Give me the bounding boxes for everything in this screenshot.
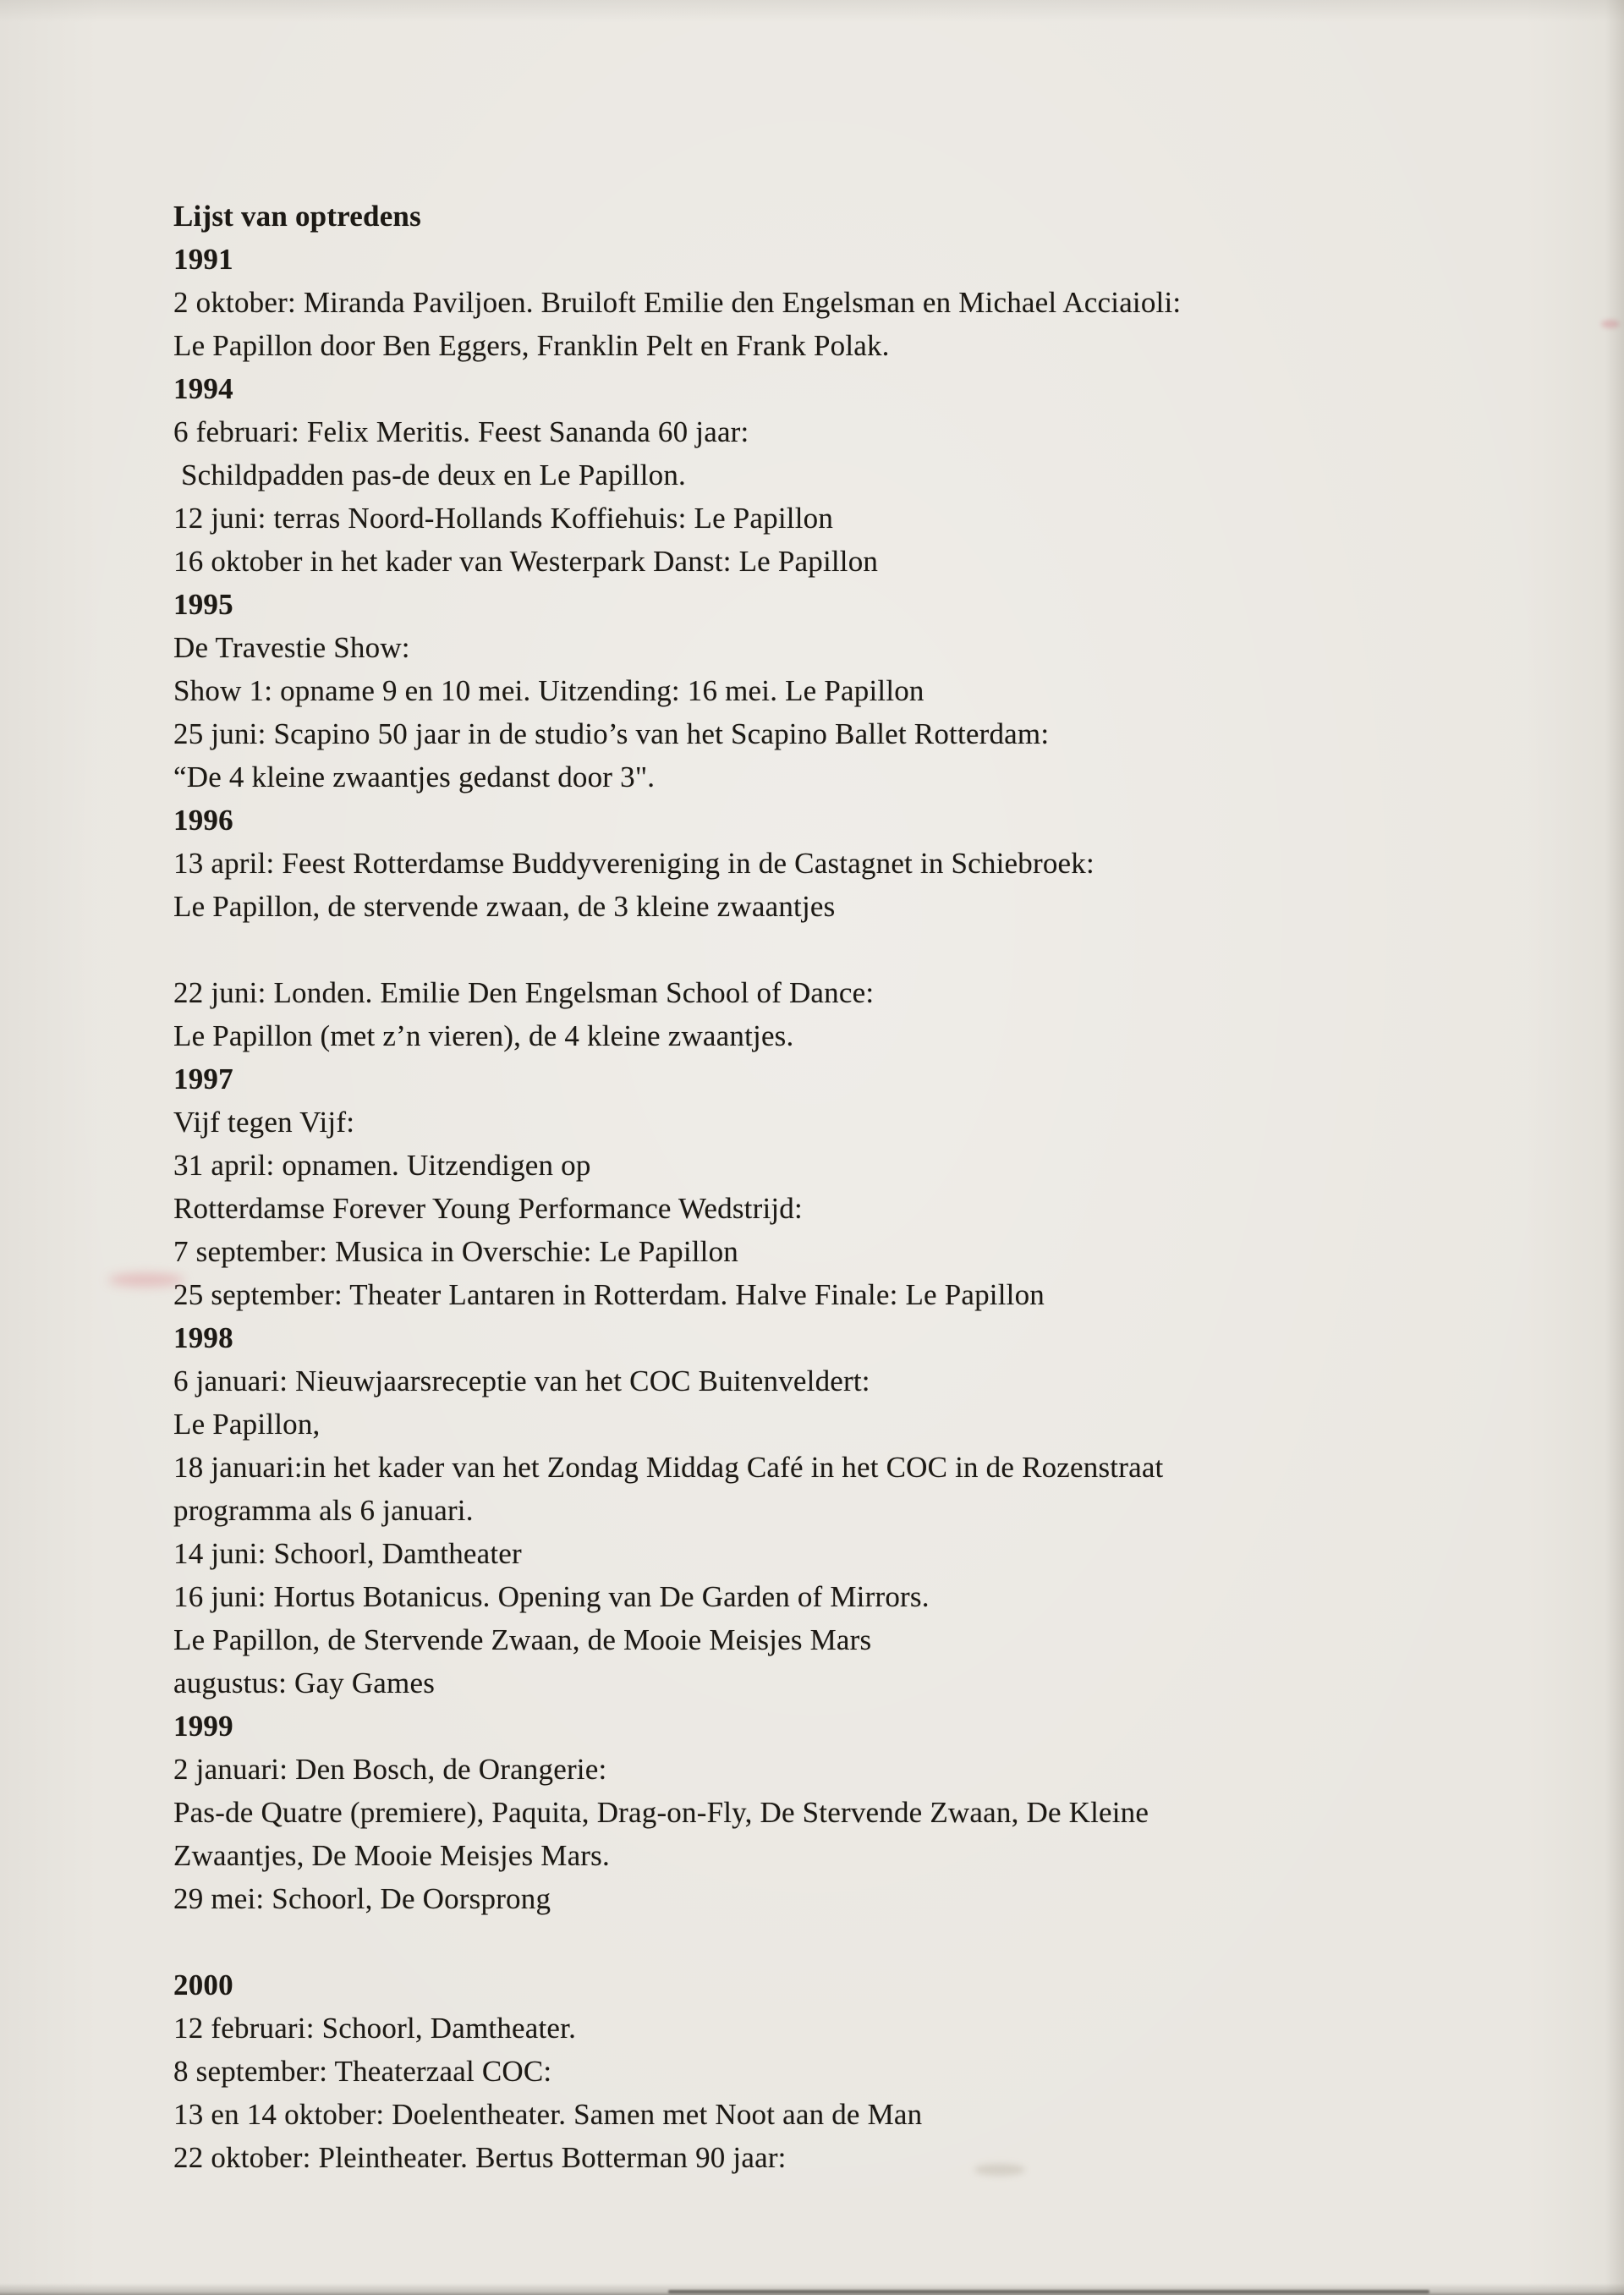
entry-line: Le Papillon, de stervende zwaan, de 3 kleine zwaantjes (173, 890, 836, 923)
document-title: Lijst van optredens (173, 200, 421, 233)
year-heading: 1995 (173, 588, 233, 621)
blank-line (173, 928, 1480, 971)
entry-line: augustus: Gay Games (173, 1666, 436, 1699)
entry-line: Rotterdamse Forever Young Performance Wedstrijd: (173, 1192, 803, 1225)
year-heading: 1994 (173, 372, 233, 405)
scan-edge-shadow-bottom (0, 2283, 1624, 2295)
entry-line: programma als 6 januari. (173, 1494, 474, 1527)
entry-line: Le Papillon (met z’n vieren), de 4 kleine zwaantjes. (173, 1019, 794, 1052)
scan-edge-shadow-top (0, 0, 1624, 22)
entry-line: 2 januari: Den Bosch, de Orangerie: (173, 1753, 607, 1786)
entry-line: 29 mei: Schoorl, De Oorsprong (173, 1882, 551, 1915)
year-heading: 1991 (173, 243, 233, 276)
year-heading: 1998 (173, 1321, 233, 1354)
entry-line: Le Papillon door Ben Eggers, Franklin Pelt en Frank Polak. (173, 329, 890, 362)
entry-line: 12 februari: Schoorl, Damtheater. (173, 2012, 577, 2045)
scan-edge-shadow-right (1605, 0, 1624, 2295)
scan-edge-streak (668, 2290, 1429, 2293)
year-heading: 2000 (173, 1968, 233, 2001)
document-body (173, 195, 1480, 2179)
entry-line: 12 juni: terras Noord-Hollands Koffiehuis: Le Papillon (173, 502, 834, 535)
entry-line: Le Papillon, de Stervende Zwaan, de Mooie Meisjes Mars (173, 1623, 872, 1656)
entry-line: “De 4 kleine zwaantjes gedanst door 3". (173, 760, 656, 793)
year-heading: 1996 (173, 804, 233, 837)
blank-line (173, 1920, 1480, 1963)
entry-line: De Travestie Show: (173, 631, 410, 664)
entry-line: 31 april: opnamen. Uitzendigen op (173, 1149, 591, 1182)
performance-list (173, 238, 1480, 2179)
entry-line: Schildpadden pas-de deux en Le Papillon. (173, 458, 686, 491)
entry-line: 18 januari:in het kader van het Zondag Middag Café in het COC in de Rozenstraat (173, 1451, 1164, 1484)
entry-line: 8 september: Theaterzaal COC: (173, 2055, 552, 2088)
entry-line: Pas-de Quatre (premiere), Paquita, Drag-on-Fly, De Stervende Zwaan, De Kleine (173, 1796, 1149, 1829)
entry-line: 13 en 14 oktober: Doelentheater. Samen met Noot aan de Man (173, 2098, 923, 2131)
entry-line: Vijf tegen Vijf: (173, 1106, 355, 1139)
year-heading: 1999 (173, 1710, 233, 1743)
scan-artifact-pink-mark (1601, 320, 1620, 328)
entry-line: 6 januari: Nieuwjaarsreceptie van het COC Buitenveldert: (173, 1364, 870, 1397)
entry-line: Show 1: opname 9 en 10 mei. Uitzending: 16 mei. Le Papillon (173, 674, 924, 707)
entry-line: 13 april: Feest Rotterdamse Buddyvereniging in de Castagnet in Schiebroek: (173, 847, 1095, 880)
entry-line: Zwaantjes, De Mooie Meisjes Mars. (173, 1839, 610, 1872)
entry-line: 16 oktober in het kader van Westerpark Danst: Le Papillon (173, 545, 879, 578)
entry-line: 7 september: Musica in Overschie: Le Papillon (173, 1235, 739, 1268)
entry-line: 14 juni: Schoorl, Damtheater (173, 1537, 522, 1570)
entry-line: Le Papillon, (173, 1408, 321, 1441)
entry-line: 25 juni: Scapino 50 jaar in de studio’s van het Scapino Ballet Rotterdam: (173, 717, 1050, 750)
year-heading: 1997 (173, 1062, 233, 1095)
entry-line: 2 oktober: Miranda Paviljoen. Bruiloft Emilie den Engelsman en Michael Acciaioli: (173, 286, 1182, 319)
entry-line: 16 juni: Hortus Botanicus. Opening van De Garden of Mirrors. (173, 1580, 930, 1613)
entry-line: 22 oktober: Pleintheater. Bertus Botterman 90 jaar: (173, 2141, 787, 2174)
entry-line: 25 september: Theater Lantaren in Rotterdam. Halve Finale: Le Papillon (173, 1278, 1045, 1311)
entry-line: 6 februari: Felix Meritis. Feest Sananda 60 jaar: (173, 415, 749, 448)
entry-line: 22 juni: Londen. Emilie Den Engelsman School of Dance: (173, 976, 875, 1009)
